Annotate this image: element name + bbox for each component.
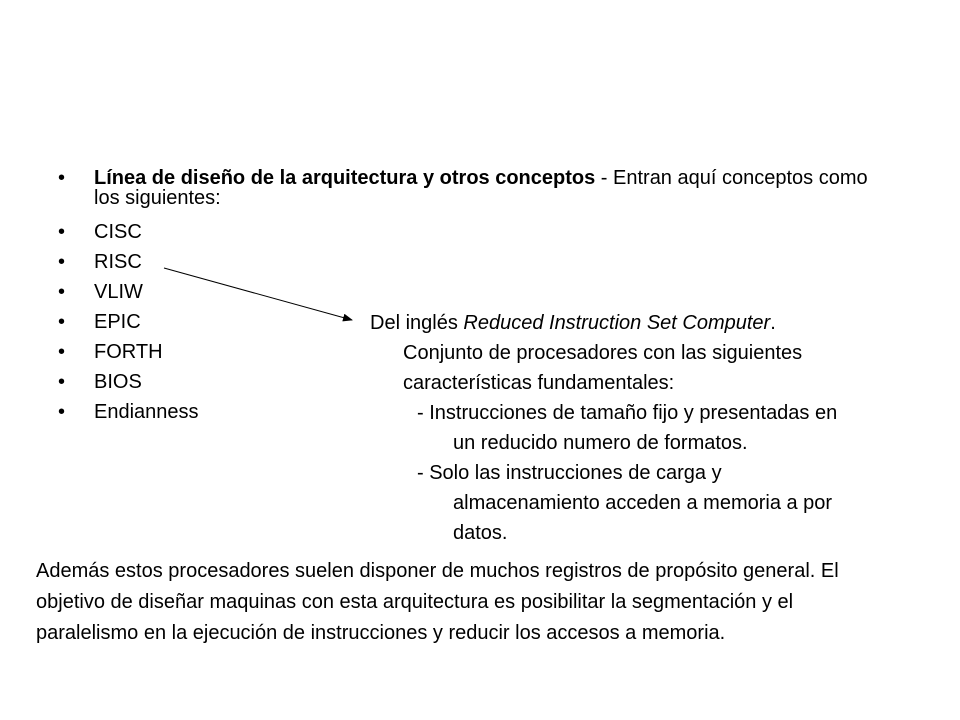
risc-term: Reduced Instruction Set Computer <box>463 312 771 334</box>
list-item-label: RISC <box>94 251 142 273</box>
arrow-line <box>164 268 352 320</box>
list-item-label: BIOS <box>94 371 142 393</box>
risc-description <box>370 308 950 548</box>
list-item-label: VLIW <box>94 281 143 303</box>
bullet-icon: • <box>58 371 66 393</box>
list-item-label: EPIC <box>94 311 141 333</box>
bullet-icon: • <box>58 281 66 303</box>
callout-point-1: - Instrucciones de tamaño fijo y presentadas en <box>417 402 838 424</box>
list-item-label: Endianness <box>94 401 199 423</box>
callout-point-2-end: datos. <box>453 522 508 544</box>
callout-line-1: Del inglés Reduced Instruction Set Computer. <box>370 312 776 334</box>
list-item-label: FORTH <box>94 341 163 363</box>
list-item-label: CISC <box>94 221 142 243</box>
footer-paragraph: Además estos procesadores suelen disponer de muchos registros de propósito general. El objetivo de diseñar maquinas con esta arquitectura es posibilitar la segmentación y el paralelismo en la ejecución de instrucciones y reducir los accesos a memoria. <box>36 560 839 644</box>
bullet-icon: • <box>58 167 66 189</box>
bullet-icon: • <box>58 341 66 363</box>
list-intro-bold: Línea de diseño de la arquitectura y otros conceptos <box>94 167 596 189</box>
callout-line-3: características fundamentales: <box>403 372 675 394</box>
callout-point-2-cont: almacenamiento acceden a memoria a por <box>453 492 833 514</box>
bullet-icon: • <box>58 311 66 333</box>
list-intro-rest: - Entran aquí conceptos como los siguientes: <box>94 167 868 209</box>
callout-line-2: Conjunto de procesadores con las siguientes <box>403 342 803 364</box>
callout-point-1-cont: un reducido numero de formatos. <box>453 432 748 454</box>
bullet-icon: • <box>58 401 66 423</box>
bullet-icon: • <box>58 251 66 273</box>
callout-point-2: - Solo las instrucciones de carga y <box>417 462 722 484</box>
bullet-icon: • <box>58 221 66 243</box>
